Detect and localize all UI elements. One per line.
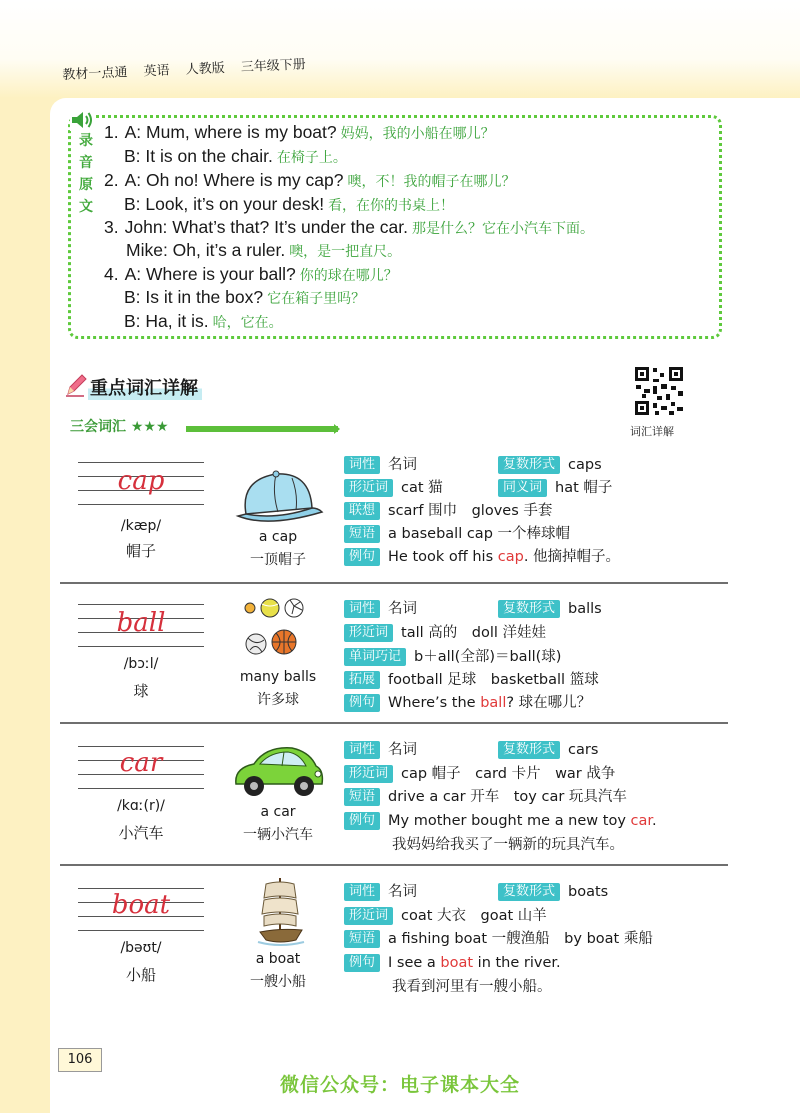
row-similar: 形近词 tall 高的 doll 洋娃娃	[344, 622, 546, 644]
section-title: 重点词汇详解	[88, 374, 202, 400]
page-number: 106	[58, 1048, 102, 1072]
qr-code[interactable]	[633, 365, 685, 417]
row-example-translation: 我妈妈给我买了一辆新的玩具汽车。	[392, 837, 624, 853]
script-word: ball	[116, 608, 166, 638]
recording-line	[124, 194, 454, 215]
row-pos: 词性 名词 复数形式 caps	[344, 454, 417, 476]
pic-caption-en: a car	[260, 804, 296, 820]
row-example: 例句 I see a boat in the river.	[344, 952, 561, 974]
line-chinese: 在椅子上。	[276, 150, 347, 166]
line-number: 2.	[104, 170, 119, 190]
script-word: car	[119, 748, 163, 778]
line-chinese: 哈，它在。	[212, 315, 283, 331]
line-english: Mike: Oh, it’s a ruler.	[126, 240, 286, 260]
line-chinese: 噢，不！我的帽子在哪儿？	[347, 174, 516, 190]
word-card-ball	[60, 584, 728, 724]
phonetic: /kɑː(r)/	[117, 798, 165, 814]
row-mnemonic: 单词巧记 b＋all(全部)＝ball(球)	[344, 646, 561, 668]
pic-caption-en: a cap	[258, 529, 298, 545]
vocab-level-bar	[186, 426, 338, 432]
row-phrase: 短语 a baseball cap 一个棒球帽	[344, 523, 570, 545]
row-similar: 形近词 cat 猫 同义词 hat 帽子	[344, 477, 443, 499]
car-image	[230, 744, 326, 804]
recording-line	[104, 217, 594, 238]
script-word: cap	[117, 466, 165, 496]
recording-line	[124, 146, 347, 167]
pic-caption-en: a boat	[255, 951, 301, 967]
pic-caption-zh: 一艘小船	[250, 974, 306, 990]
line-english: A: Mum, where is my boat?	[124, 122, 337, 142]
recording-title: 录音原文	[79, 133, 93, 215]
phonetic: /bɔːl/	[123, 656, 159, 672]
row-pos: 词性 名词 复数形式 balls	[344, 598, 417, 620]
pic-caption-zh: 许多球	[257, 692, 299, 708]
line-number: 4.	[104, 264, 119, 284]
phonetic: /kæp/	[120, 518, 162, 534]
page-header	[0, 0, 800, 98]
speaker-icon[interactable]	[70, 109, 94, 131]
row-similar: 形近词 cap 帽子 card 卡片 war 战争	[344, 763, 615, 785]
line-chinese: 妈妈，我的小船在哪儿？	[340, 126, 495, 142]
row-association: 联想 scarf 围巾 gloves 手套	[344, 500, 552, 522]
pencil-icon	[64, 372, 88, 398]
word-card-car	[60, 724, 728, 866]
cap-image	[232, 462, 326, 532]
line-chinese: 那是什么？它在小汽车下面。	[412, 221, 595, 237]
word-meaning: 小汽车	[118, 824, 164, 842]
recording-line	[104, 170, 515, 191]
line-chinese: 你的球在哪儿？	[299, 268, 398, 284]
recording-line	[104, 122, 495, 143]
header-grade: 三年级下册	[240, 57, 307, 76]
pic-caption-en: many balls	[239, 669, 317, 685]
row-pos: 词性 名词 复数形式 boats	[344, 881, 417, 903]
header-text	[62, 53, 318, 83]
row-similar: 形近词 coat 大衣 goat 山羊	[344, 905, 547, 927]
qr-label: 词汇详解	[630, 425, 674, 438]
row-extension: 拓展 football 足球 basketball 篮球	[344, 669, 599, 691]
line-number: 3.	[104, 217, 119, 237]
boat-image	[256, 876, 306, 950]
header-book: 教材一点通	[62, 65, 128, 83]
row-example: 例句 Where’s the ball? 球在哪儿？	[344, 692, 591, 714]
word-meaning: 小船	[125, 966, 156, 984]
recording-line	[124, 311, 283, 332]
row-phrase: 短语 a fishing boat 一艘渔船 by boat 乘船	[344, 928, 653, 950]
line-chinese: 它在箱子里吗？	[267, 291, 366, 307]
recording-line	[126, 240, 401, 261]
word-card-cap	[60, 440, 728, 584]
line-chinese: 噢，是一把直尺。	[289, 244, 402, 260]
word-meaning: 帽子	[125, 542, 156, 560]
row-phrase: 短语 drive a car 开车 toy car 玩具汽车	[344, 786, 627, 808]
balls-image	[240, 596, 312, 670]
line-english: B: Look, it’s on your desk!	[124, 194, 325, 214]
footer-watermark: 微信公众号：电子课本大全	[279, 1074, 520, 1096]
row-pos: 词性 名词 复数形式 cars	[344, 739, 417, 761]
line-chinese: 看，在你的书桌上！	[328, 198, 455, 214]
recording-line	[124, 287, 365, 308]
phonetic: /bəʊt/	[120, 940, 162, 956]
line-number: 1.	[104, 122, 119, 142]
line-english: A: Oh no! Where is my cap?	[124, 170, 344, 190]
vocab-level: 三会词汇 ★★★	[70, 419, 169, 435]
recording-line	[104, 264, 398, 285]
line-english: B: Ha, it is.	[124, 311, 209, 331]
word-card-boat	[60, 866, 728, 1006]
row-example: 例句 He took off his cap. 他摘掉帽子。	[344, 546, 620, 568]
line-english: B: It is on the chair.	[124, 146, 273, 166]
line-english: B: Is it in the box?	[124, 287, 264, 307]
pic-caption-zh: 一顶帽子	[250, 552, 306, 568]
script-word: boat	[111, 890, 171, 920]
header-edition: 人教版	[185, 60, 226, 78]
row-example: 例句 My mother bought me a new toy car.	[344, 810, 657, 832]
line-english: A: Where is your ball?	[124, 264, 296, 284]
word-meaning: 球	[133, 682, 149, 700]
header-subject: 英语	[143, 63, 170, 80]
pic-caption-zh: 一辆小汽车	[243, 827, 313, 843]
row-example-translation: 我看到河里有一艘小船。	[392, 979, 552, 995]
line-english: John: What’s that? It’s under the car.	[124, 217, 409, 237]
